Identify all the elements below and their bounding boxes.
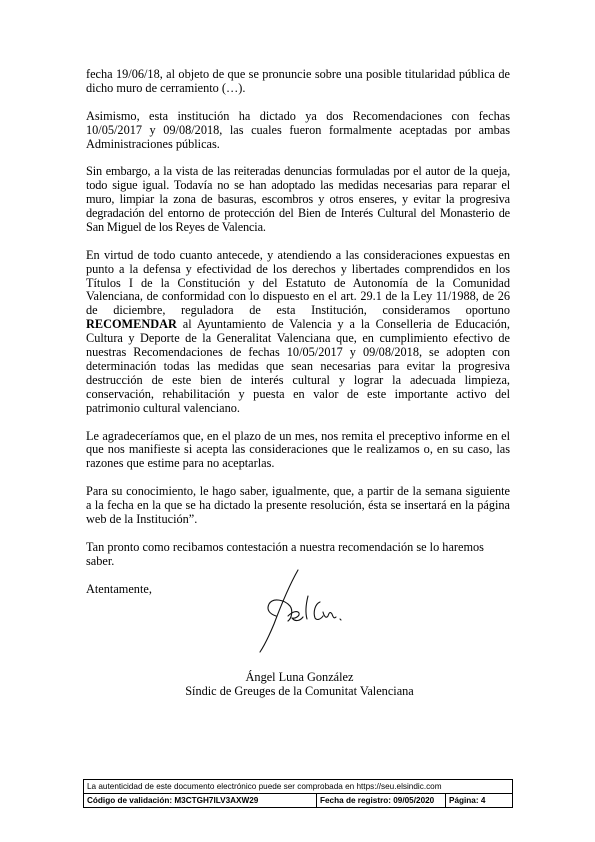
recommendation-text-after: al Ayuntamiento de Valencia y a la Conselleria de Educación, Cultura y Deporte de la Generalitat Valenciana que, en cumplimiento efectivo de nuestras Recomendaciones de fechas 10/05/2017 y 09/08/2018, se adopten con determinación todas las medidas que sean necesarias para evitar la progresiva destrucción de este bien de interés cultural y lograr la adecuada limpieza, conservación, rehabilitación y puesta en valor de este importante activo del patrimonio cultural valenciano. <box>86 317 510 415</box>
signatory-title: Síndic de Greuges de la Comunitat Valenciana <box>185 684 414 698</box>
authenticity-note: La autenticidad de este documento electrónico puede ser comprobada en https://seu.elsindic.com <box>84 780 513 794</box>
handwritten-signature <box>252 566 362 656</box>
page-number: Página: 4 <box>446 794 513 808</box>
paragraph-1: fecha 19/06/18, al objeto de que se pronuncie sobre una posible titularidad pública de dicho muro de cerramiento (…). <box>86 67 510 95</box>
paragraph-2: Asimismo, esta institución ha dictado ya dos Recomendaciones con fechas 10/05/2017 y 09/08/2018, las cuales fueron formalmente aceptadas por ambas Administraciones públicas. <box>86 108 510 151</box>
paragraph-6: Para su conocimiento, le hago saber, igualmente, que, a partir de la semana siguiente a la fecha en la que se ha dictado la presente resolución, ésta se insertará en la página web de la Institución”. <box>86 484 510 526</box>
paragraph-7: Tan pronto como recibamos contestación a nuestra recomendación se lo haremos saber. <box>86 539 484 568</box>
letter-body <box>86 68 510 610</box>
registration-date: Fecha de registro: 09/05/2020 <box>317 794 446 808</box>
validation-footer <box>83 779 513 808</box>
signatory-name: Ángel Luna González <box>245 670 354 684</box>
recommendation-keyword: RECOMENDAR <box>86 317 177 332</box>
footer-row-authenticity <box>84 780 513 794</box>
paragraph-3: Sin embargo, a la vista de las reiteradas denuncias formuladas por el autor de la queja, todo sigue igual. Todavía no se han adoptado las medidas necesarias para reparar el muro, limpiar la zona de basuras, escombros y otros enseres, y evitar la progresiva degradación del entorno de protección del Bien de Interés Cultural del Monasterio de San Miguel de los Reyes de Valencia. <box>86 164 510 234</box>
footer-row-codes <box>84 794 513 808</box>
validation-code: Código de validación: M3CTGH7ILV3AXW29 <box>84 794 317 808</box>
paragraph-5: Le agradeceríamos que, en el plazo de un mes, nos remita el preceptivo informe en el que nos manifieste si acepta las consideraciones que le realizamos o, en su caso, las razones que estime para no aceptarlas. <box>86 428 510 471</box>
recommendation-text-before: En virtud de todo cuanto antecede, y atendiendo a las consideraciones expuestas en punto a la defensa y efectividad de los derechos y libertades comprendidos en los Títulos I de la Constitución y del Estatuto de Autonomía de la Comunidad Valenciana, de conformidad con lo dispuesto en el art. 29.1 de la Ley 11/1988, de 26 de diciembre, reguladora de esta Institución, consideramos oportuno <box>86 247 510 318</box>
closing-salutation: Atentamente, <box>86 581 152 596</box>
paragraph-recommendation <box>86 249 510 416</box>
